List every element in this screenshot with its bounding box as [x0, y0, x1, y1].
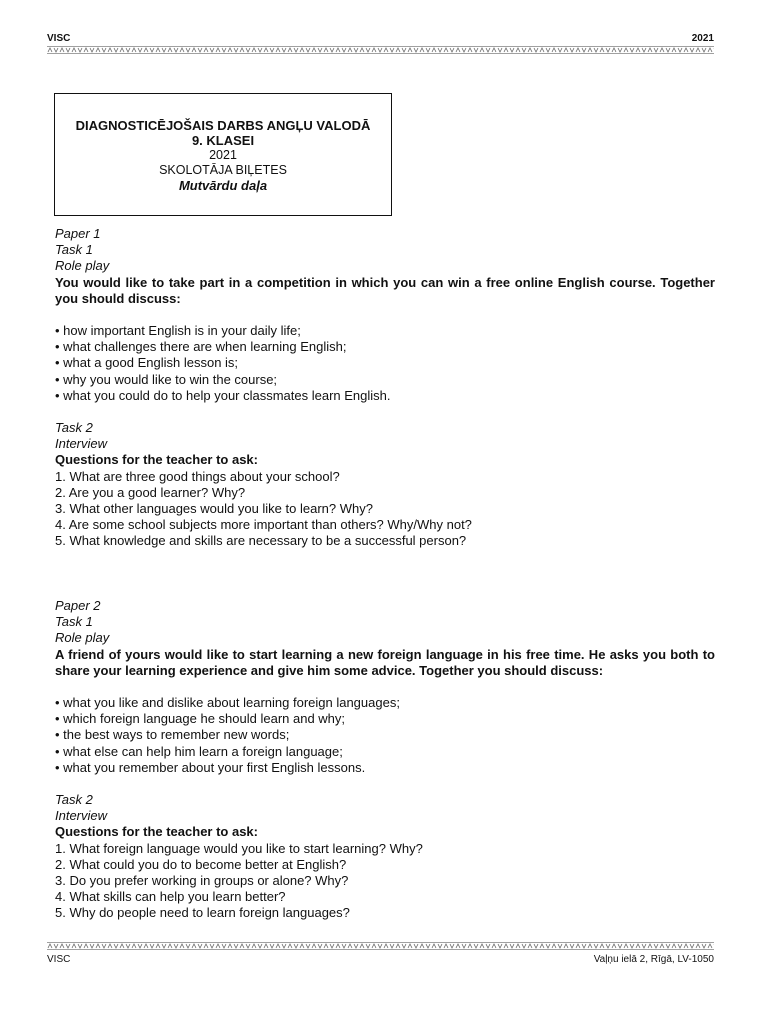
page-header — [47, 33, 714, 45]
title-grade: 9. KLASEI — [191, 133, 255, 148]
list-item: 5. What knowledge and skills are necessary to be a successful person? — [55, 533, 467, 549]
bottom-ornament-border — [47, 942, 714, 950]
list-item: • what a good English lesson is; — [55, 355, 239, 371]
ornament-pattern — [47, 942, 714, 950]
footer-address: Vaļņu ielā 2, Rīgā, LV-1050 — [593, 954, 714, 965]
paper-2-task-2-type: Interview — [55, 808, 108, 824]
title-part: Mutvārdu daļa — [178, 178, 268, 193]
title-box — [54, 93, 392, 216]
paper-2-task-1-prompt: A friend of yours would like to start learning a new foreign language in his free time. He asks you both to share your learning experience and give him some advice. Together you should discuss: — [55, 646, 715, 678]
list-item: 1. What are three good things about your school? — [55, 468, 340, 484]
page-footer — [47, 954, 714, 966]
list-item: • what you remember about your first English lessons. — [55, 759, 366, 775]
list-item: 1. What foreign language would you like to start learning? Why? — [55, 840, 423, 856]
footer-org: VISC — [47, 954, 71, 965]
header-year: 2021 — [691, 33, 714, 44]
title-main: DIAGNOSTICĒJOŠAIS DARBS ANGĻU VALODĀ — [75, 118, 371, 133]
paper-2-label: Paper 2 — [55, 598, 101, 613]
paper-2-discussion-points — [55, 695, 715, 776]
list-item: 3. What other languages would you like to learn? Why? — [55, 501, 373, 517]
paper-1-questions-heading: Questions for the teacher to ask: — [55, 452, 258, 468]
paper-1-task-1-type: Role play — [55, 258, 110, 274]
paper-2-section — [55, 598, 715, 922]
paper-1-section — [55, 226, 715, 550]
paper-2-questions — [55, 841, 715, 922]
paper-1-discussion-points — [55, 323, 715, 404]
list-item: 4. What skills can help you learn better? — [55, 889, 286, 905]
list-item: • how important English is in your daily life; — [55, 323, 301, 339]
list-item: 2. What could you do to become better at English? — [55, 856, 347, 872]
paper-1-label: Paper 1 — [55, 226, 101, 241]
list-item: 4. Are some school subjects more important than others? Why/Why not? — [55, 517, 472, 533]
paper-1-questions — [55, 469, 715, 550]
paper-2-task-2-label: Task 2 — [55, 792, 93, 808]
paper-2-questions-heading: Questions for the teacher to ask: — [55, 824, 258, 840]
title-year: 2021 — [209, 148, 237, 162]
paper-1-task-2-label: Task 2 — [55, 420, 93, 436]
paper-1-task-1-prompt: You would like to take part in a competition in which you can win a free online English course. Together you should discuss: — [55, 274, 715, 306]
list-item: • what you could do to help your classmates learn English. — [55, 387, 391, 403]
list-item: 2. Are you a good learner? Why? — [55, 484, 246, 500]
list-item: • what challenges there are when learning English; — [55, 339, 347, 355]
list-item: • what else can help him learn a foreign language; — [55, 743, 343, 759]
list-item: 5. Why do people need to learn foreign languages? — [55, 905, 350, 921]
list-item: • why you would like to win the course; — [55, 371, 278, 387]
paper-1-task-2-type: Interview — [55, 436, 108, 452]
ornament-pattern — [47, 46, 714, 54]
paper-2-task-1-label: Task 1 — [55, 614, 93, 630]
list-item: • the best ways to remember new words; — [55, 727, 290, 743]
list-item: • which foreign language he should learn and why; — [55, 711, 346, 727]
header-org: VISC — [47, 33, 71, 44]
list-item: • what you like and dislike about learning foreign languages; — [55, 695, 400, 711]
paper-1-task-1-label: Task 1 — [55, 242, 93, 258]
top-ornament-border — [47, 46, 714, 54]
paper-2-task-1-type: Role play — [55, 630, 110, 646]
list-item: 3. Do you prefer working in groups or alone? Why? — [55, 873, 349, 889]
title-subtitle: SKOLOTĀJA BIĻETES — [159, 163, 287, 177]
